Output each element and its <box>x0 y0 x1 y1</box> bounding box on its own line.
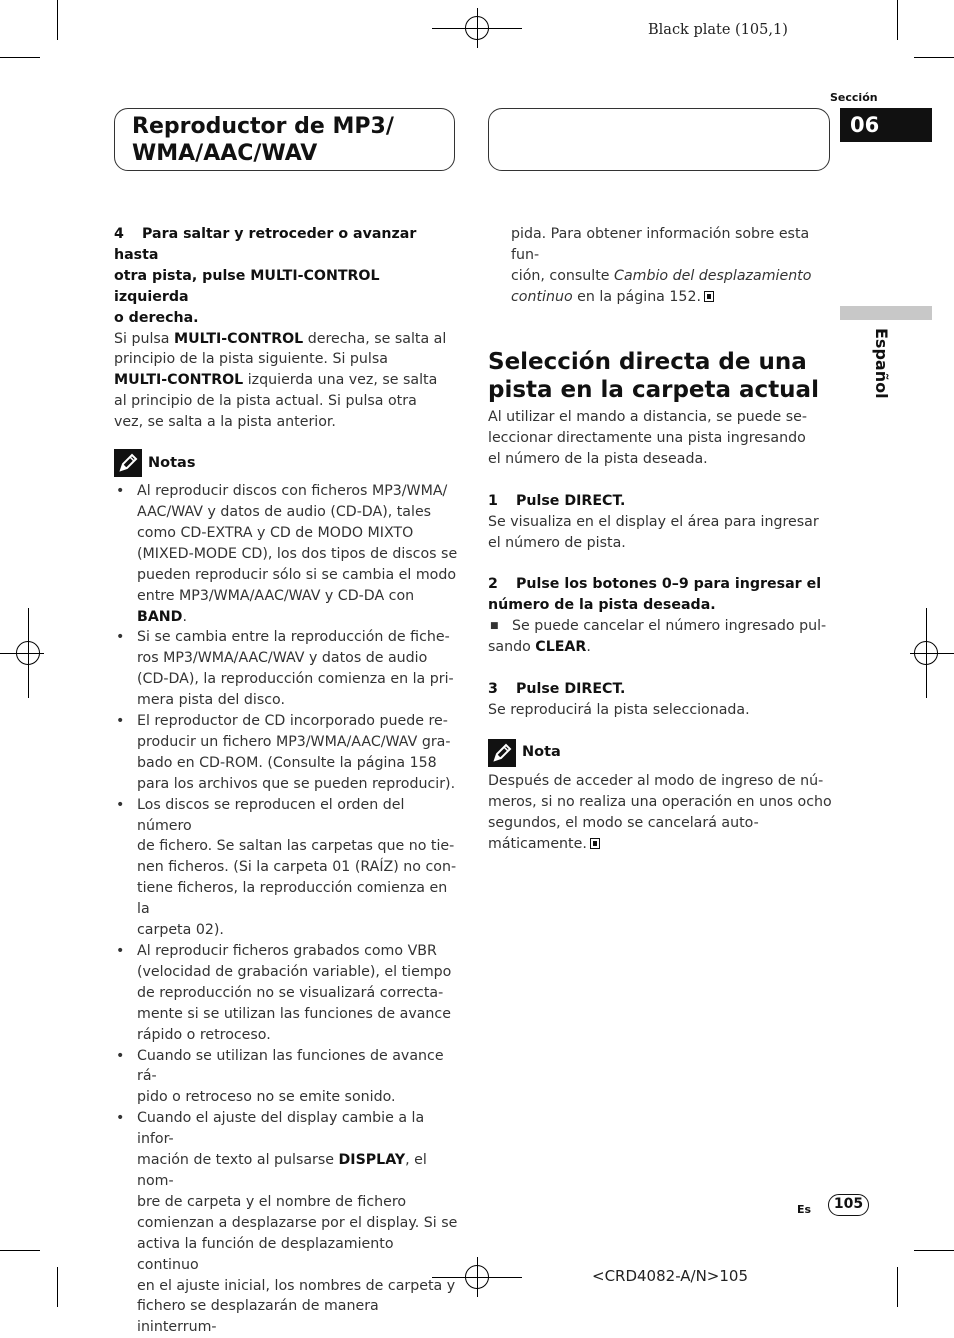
note-item: • El reproductor de CD incorporado puede re- producir un fichero MP3/WMA/AAC/WAV gra- bado en CD-ROM. (Consulte la página 158 para los archivos que se pueden reproducir). <box>114 711 459 795</box>
nota-text: meros, si no realiza una operación en unos ocho <box>488 793 832 810</box>
footer-language-code: Es <box>797 1203 812 1216</box>
note-item: • Al reproducir ficheros grabados como VBR (velocidad de grabación variable), el tiempo de reproducción no se visualizará correcta- mente si se utilizan las funciones de avance rápido o retroceso. <box>114 941 459 1046</box>
language-tab-bar <box>840 306 932 320</box>
continuation-text: continuo en la página 152. <box>511 287 841 308</box>
plate-label: Black plate (105,1) <box>648 22 788 38</box>
square-bullet-icon: ■ <box>490 621 499 632</box>
end-mark-icon <box>590 838 600 849</box>
step4-body: al principio de la pista actual. Si pulsa otra <box>114 393 417 410</box>
footer-product-code: <CRD4082-A/N>105 <box>592 1267 749 1285</box>
left-column <box>114 224 459 1338</box>
section-label: Sección <box>830 91 878 104</box>
notes-heading <box>114 449 459 477</box>
crop-mark <box>57 1267 58 1307</box>
notes-title: Notas <box>148 454 196 471</box>
step1-body: el número de pista. <box>488 534 626 551</box>
note-item: • Al reproducir discos con ficheros MP3/WMA/ AAC/WAV y datos de audio (CD-DA), tales como CD-EXTRA y CD de MODO MIXTO (MIXED-MODE CD), los dos tipos de discos se pueden reproducir sólo si se cambia el modo entre MP3/WMA/AAC/WAV y CD-DA con BAND. <box>114 481 459 627</box>
crop-mark <box>897 0 898 40</box>
step4-body: principio de la pista siguiente. Si pulsa <box>114 351 388 368</box>
note-item: • Los discos se reproducen el orden del número de fichero. Se saltan las carpetas que no tie- nen ficheros. (Si la carpeta 01 (RAÍZ) no con- tiene ficheros, la reproducción comienza en la carpeta 02). <box>114 795 459 941</box>
section-number: 06 <box>840 108 932 142</box>
crop-mark <box>897 1267 898 1307</box>
step4-heading-line3: o derecha. <box>114 309 199 326</box>
intro-text: Al utilizar el mando a distancia, se puede se- <box>488 409 807 425</box>
right-column <box>488 348 833 855</box>
crop-mark <box>914 1250 954 1251</box>
note-item: • Cuando se utilizan las funciones de avance rá- pido o retroceso no se emite sonido. <box>114 1046 459 1109</box>
step4-body: vez, se salta a la pista anterior. <box>114 414 336 431</box>
nota-title: Nota <box>522 744 561 761</box>
registration-mark <box>465 16 489 40</box>
crop-mark <box>57 0 58 40</box>
side-language-label: Español <box>872 328 891 399</box>
header-title-line2: WMA/AAC/WAV <box>132 141 318 166</box>
pencil-icon <box>114 449 142 477</box>
step1-body: Se visualiza en el display el área para ingresar <box>488 513 819 530</box>
continuation-text: ción, consulte Cambio del desplazamiento <box>511 267 812 284</box>
intro-text: leccionar directamente una pista ingresando <box>488 429 806 446</box>
intro-text: el número de la pista deseada. <box>488 450 708 467</box>
step2-note: ■ Se puede cancelar el número ingresado pul- <box>488 616 833 637</box>
nota-text: máticamente. <box>488 834 833 855</box>
registration-mark <box>16 641 40 665</box>
nota-text: Después de acceder al modo de ingreso de nú- <box>488 772 824 789</box>
note-item: • Si se cambia entre la reproducción de fiche- ros MP3/WMA/AAC/WAV y datos de audio (CD-DA), la reproducción comienza en la pri- mera pista del disco. <box>114 627 459 711</box>
step3-heading: 3 Pulse DIRECT. <box>488 681 626 698</box>
crop-mark <box>0 57 40 58</box>
notes-list <box>114 481 459 1338</box>
registration-mark <box>465 1265 489 1289</box>
header-title-line1: Reproductor de MP3/ <box>132 114 394 139</box>
end-mark-icon <box>704 291 714 302</box>
continuation-text: pida. Para obtener información sobre esta fun- <box>511 226 810 263</box>
page-number: 105 <box>828 1194 869 1216</box>
step4-body: Si pulsa MULTI-CONTROL derecha, se salta al <box>114 330 447 347</box>
step3-body: Se reproducirá la pista seleccionada. <box>488 701 750 718</box>
note-item: • Cuando el ajuste del display cambie a la infor- mación de texto al pulsarse DISPLAY, el nom- bre de carpeta y el nombre de fichero comienzan a desplazarse por el display. Si se activa la función de desplazamiento continuo en el ajuste inicial, los nombres de carpeta y fichero se desplazarán de manera ininterrum- <box>114 1108 459 1338</box>
step1-heading: 1 Pulse DIRECT. <box>488 492 626 509</box>
pencil-icon <box>488 739 516 767</box>
step4-heading: 4 Para saltar y retroceder o avanzar hasta <box>114 226 417 263</box>
step4-body: MULTI-CONTROL izquierda una vez, se salta <box>114 372 438 389</box>
nota-text: segundos, el modo se cancelará auto- <box>488 814 759 831</box>
nota-heading <box>488 739 833 767</box>
step2-note: sando CLEAR. <box>488 639 591 656</box>
right-column-continuation <box>511 224 841 308</box>
step2-heading-line2: número de la pista deseada. <box>488 597 716 614</box>
header-empty-box <box>488 108 830 171</box>
registration-mark <box>914 641 938 665</box>
header-title-box <box>114 108 455 171</box>
crop-mark <box>0 1250 40 1251</box>
section-heading: Selección directa de una pista en la carpeta actual <box>488 349 819 403</box>
step2-heading: 2 Pulse los botones 0–9 para ingresar el <box>488 576 822 593</box>
crop-mark <box>914 57 954 58</box>
step4-heading-line2: otra pista, pulse MULTI-CONTROL izquierda <box>114 267 380 305</box>
